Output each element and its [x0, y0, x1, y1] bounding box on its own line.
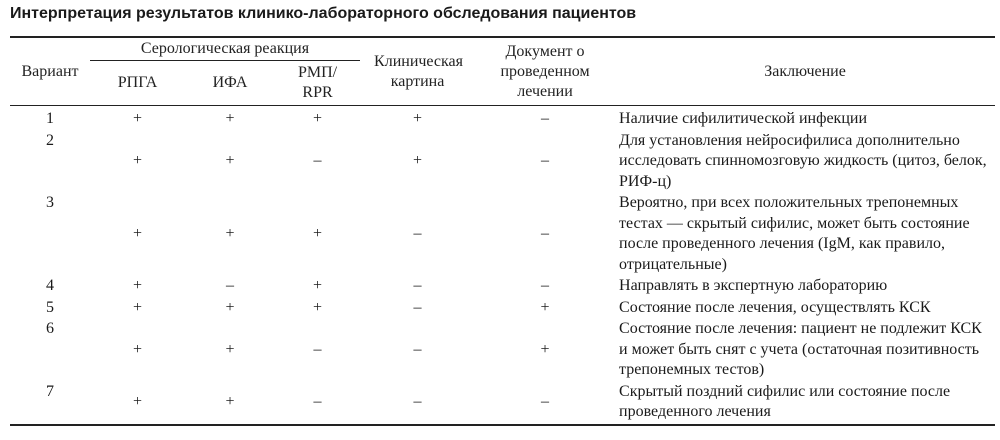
cell-document: –	[541, 393, 550, 410]
cell-variant: 7	[46, 382, 54, 400]
cell-conclusion: Скрытый поздний сифилис или состояние после проведенного лечения	[619, 382, 951, 420]
cell-conclusion: Для установления нейросифилиса дополнительно исследовать спинномозговую жидкость (цитоз, белок, РИФ-ц)	[619, 131, 987, 190]
cell-document: –	[541, 277, 550, 295]
cell-ifa: +	[225, 340, 235, 358]
cell-rmp: –	[313, 152, 322, 170]
header-rpga: РПГА	[90, 61, 185, 106]
header-variant: Вариант	[10, 37, 90, 106]
cell-rpga: +	[132, 298, 143, 316]
cell-variant: 3	[46, 194, 54, 211]
cell-variant: 4	[46, 277, 54, 294]
cell-ifa: +	[225, 110, 235, 128]
cell-clinical: –	[413, 225, 422, 242]
header-conclusion: Заключение	[615, 37, 995, 106]
cell-rmp: +	[313, 277, 323, 295]
table-row	[10, 298, 995, 320]
cell-rpga: +	[132, 225, 143, 242]
cell-variant: 2	[46, 131, 54, 149]
table-row	[10, 106, 995, 131]
cell-clinical: +	[413, 110, 423, 128]
cell-rpga: +	[132, 340, 143, 358]
table-body	[10, 106, 995, 425]
cell-ifa: –	[226, 277, 234, 295]
header-ifa: ИФА	[185, 61, 275, 106]
cell-document: –	[541, 152, 550, 170]
cell-document: –	[541, 110, 550, 128]
table-row	[10, 193, 995, 276]
cell-variant: 5	[46, 298, 54, 316]
cell-variant: 6	[46, 320, 54, 337]
results-table	[10, 36, 995, 426]
header-serology: Серологическая реакция	[90, 37, 360, 61]
table-row	[10, 319, 995, 382]
cell-rmp: –	[313, 340, 322, 358]
cell-rpga: +	[132, 152, 143, 170]
cell-ifa: +	[225, 393, 235, 410]
cell-rpga: +	[132, 393, 143, 410]
cell-ifa: +	[225, 152, 235, 170]
cell-rmp: +	[313, 225, 323, 242]
table-row	[10, 382, 995, 425]
cell-rpga: +	[132, 110, 143, 128]
cell-conclusion: Состояние после лечения, осуществлять КСК	[619, 298, 931, 316]
table-row	[10, 131, 995, 194]
cell-rmp: –	[313, 393, 322, 410]
cell-document: +	[540, 298, 550, 316]
cell-variant: 1	[46, 110, 54, 127]
table-row	[10, 276, 995, 298]
cell-conclusion: Наличие сифилитической инфекции	[619, 110, 868, 127]
cell-rmp: +	[313, 110, 323, 128]
header-rmp: РМП/ RPR	[275, 61, 360, 106]
header-clinical: Клиническая картина	[360, 37, 475, 106]
cell-conclusion: Вероятно, при всех положительных трепонемных тестах — скрытый сифилис, может быть состояние после проведенного лечения (IgM, как правило, отрицательные)	[619, 194, 970, 273]
cell-clinical: –	[413, 277, 422, 295]
cell-clinical: –	[413, 298, 422, 316]
cell-document: +	[540, 340, 550, 358]
cell-conclusion: Направлять в экспертную лабораторию	[619, 277, 888, 294]
cell-clinical: +	[413, 152, 423, 170]
header-document: Документ о проведенном лечении	[475, 37, 615, 106]
cell-document: –	[541, 225, 550, 242]
table-title: Интерпретация результатов клинико-лабораторного обследования пациентов	[10, 5, 637, 22]
cell-ifa: +	[225, 298, 235, 316]
cell-conclusion: Состояние после лечения: пациент не подлежит КСК и может быть снят с учета (остаточная позитивность трепонемных тестов)	[619, 320, 982, 378]
cell-clinical: –	[413, 393, 422, 410]
cell-clinical: –	[413, 340, 422, 358]
cell-rpga: +	[132, 277, 143, 295]
cell-rmp: +	[313, 298, 323, 316]
cell-ifa: +	[225, 225, 235, 242]
